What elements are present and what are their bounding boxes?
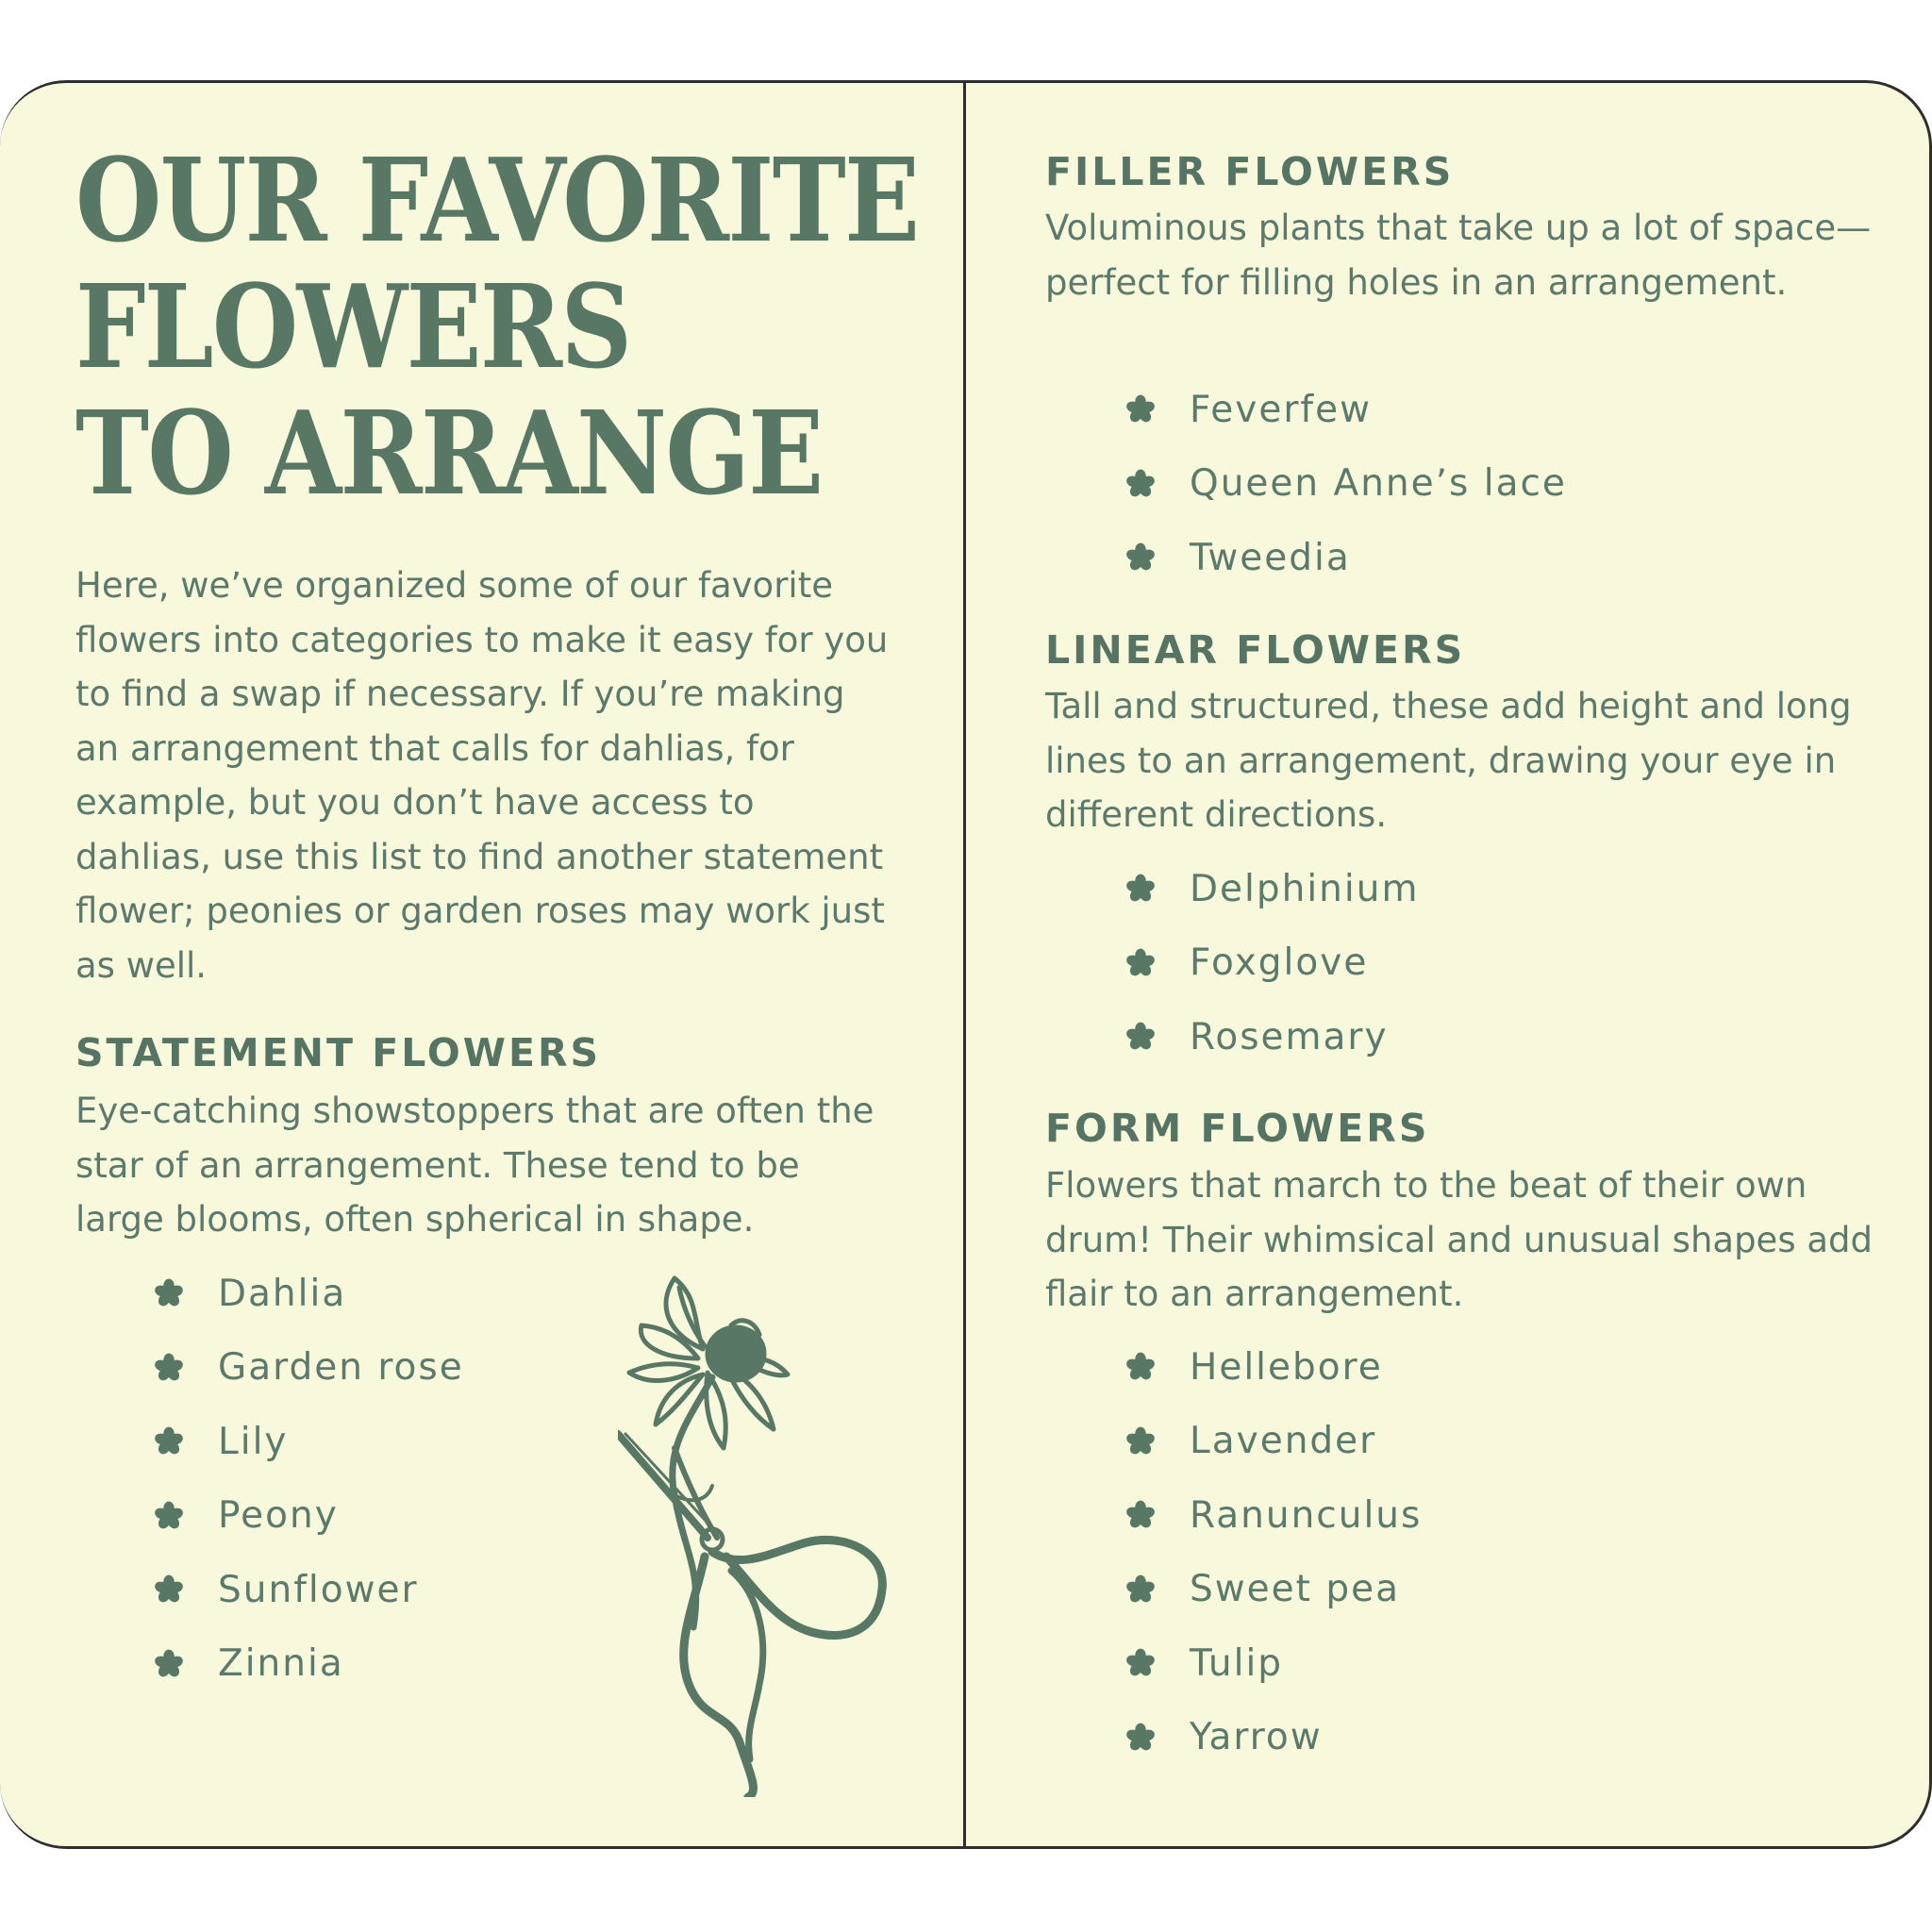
flower-name: Sunflower (218, 1568, 419, 1611)
flower-list-item (1125, 926, 1419, 1001)
flower-list-item (154, 1627, 464, 1702)
flower-list-item (1125, 1330, 1422, 1405)
flower-list-item (154, 1331, 464, 1406)
flower-name: Peony (218, 1494, 339, 1538)
flower-list-item (1125, 1626, 1422, 1701)
flower-bullet-icon (1125, 1426, 1156, 1457)
form-description: Flowers that march to the beat of their own drum! Their whimsical and unusual shapes add flair to an arrangement. (1045, 1165, 1873, 1314)
flower-bullet-icon (154, 1353, 184, 1383)
flower-bullet-icon (154, 1501, 184, 1531)
linear-description: Tall and structured, these add height and long lines to an arrangement, drawing your eye in different directions. (1045, 686, 1852, 835)
flower-bullet-icon (154, 1574, 184, 1605)
flower-bullet-icon (1125, 874, 1156, 904)
statement-list (154, 1257, 464, 1701)
flower-name: Zinnia (218, 1642, 344, 1686)
flower-bullet-icon (1125, 1352, 1156, 1382)
flower-bullet-icon (1125, 394, 1156, 425)
flower-name: Garden rose (218, 1346, 464, 1390)
flower-list-item (154, 1405, 464, 1479)
flower-bullet-icon (154, 1426, 184, 1457)
filler-heading: FILLER FLOWERS (1045, 149, 1455, 194)
flower-name: Hellebore (1190, 1345, 1383, 1389)
flower-list-item (1125, 373, 1567, 447)
flower-list-item (1125, 1478, 1422, 1553)
filler-list (1125, 373, 1567, 595)
flower-bullet-icon (1125, 1648, 1156, 1678)
flower-list-item (154, 1257, 464, 1331)
flower-list-item (1125, 1553, 1422, 1627)
flower-name: Queen Anne’s lace (1190, 462, 1567, 506)
flower-name: Tulip (1190, 1641, 1284, 1685)
flower-name: Foxglove (1190, 941, 1369, 985)
flower-name: Feverfew (1190, 388, 1373, 431)
flower-name: Ranunculus (1190, 1493, 1423, 1537)
title-line: OUR FAVORITE (75, 132, 919, 268)
flower-bullet-icon (1125, 542, 1156, 573)
flower-name: Rosemary (1190, 1015, 1389, 1058)
flower-list-item (1125, 447, 1567, 522)
flower-list-item (1125, 1701, 1422, 1775)
book-spine (963, 80, 966, 1849)
flower-list-item (1125, 521, 1567, 595)
statement-description: Eye-catching showstoppers that are often the star of an arrangement. These tend to be large blooms, often spherical in shape. (75, 1091, 874, 1240)
flower-list-item (1125, 852, 1419, 926)
intro-paragraph: Here, we’ve organized some of our favorite flowers into categories to make it easy for you to find a swap if necessary. If you’re making an arrangement that calls for dahlias, for example, but you don’t have access to dahlias, use this list to find another statement flower; peonies or garden roses may work just as well. (75, 565, 889, 986)
flower-name: Dahlia (218, 1272, 347, 1315)
flower-name: Delphinium (1190, 867, 1420, 910)
page-title (75, 132, 919, 521)
title-line: FLOWERS (75, 258, 631, 394)
flower-scissors-illustration (618, 1269, 901, 1797)
flower-list-item (154, 1553, 464, 1627)
flower-list-item (154, 1479, 464, 1554)
filler-description: Voluminous plants that take up a lot of space—perfect for filling holes in an arrangement. (1045, 208, 1872, 303)
flower-name: Yarrow (1190, 1716, 1323, 1759)
flower-bullet-icon (1125, 469, 1156, 499)
flower-name: Tweedia (1190, 536, 1351, 579)
flower-name: Lavender (1190, 1420, 1377, 1463)
linear-list (1125, 852, 1419, 1074)
flower-name: Lily (218, 1420, 289, 1463)
flower-list-item (1125, 1000, 1419, 1074)
flower-bullet-icon (1125, 1574, 1156, 1605)
flower-bullet-icon (154, 1649, 184, 1679)
statement-heading: STATEMENT FLOWERS (75, 1030, 602, 1075)
form-heading: FORM FLOWERS (1045, 1106, 1430, 1151)
title-line: TO ARRANGE (75, 385, 823, 521)
flower-bullet-icon (1125, 1022, 1156, 1052)
flower-bullet-icon (1125, 1500, 1156, 1530)
flower-name: Sweet pea (1190, 1568, 1400, 1611)
linear-heading: LINEAR FLOWERS (1045, 627, 1466, 673)
flower-list-item (1125, 1405, 1422, 1479)
form-list (1125, 1330, 1422, 1774)
flower-bullet-icon (154, 1278, 184, 1308)
flower-bullet-icon (1125, 1723, 1156, 1753)
flower-bullet-icon (1125, 948, 1156, 978)
